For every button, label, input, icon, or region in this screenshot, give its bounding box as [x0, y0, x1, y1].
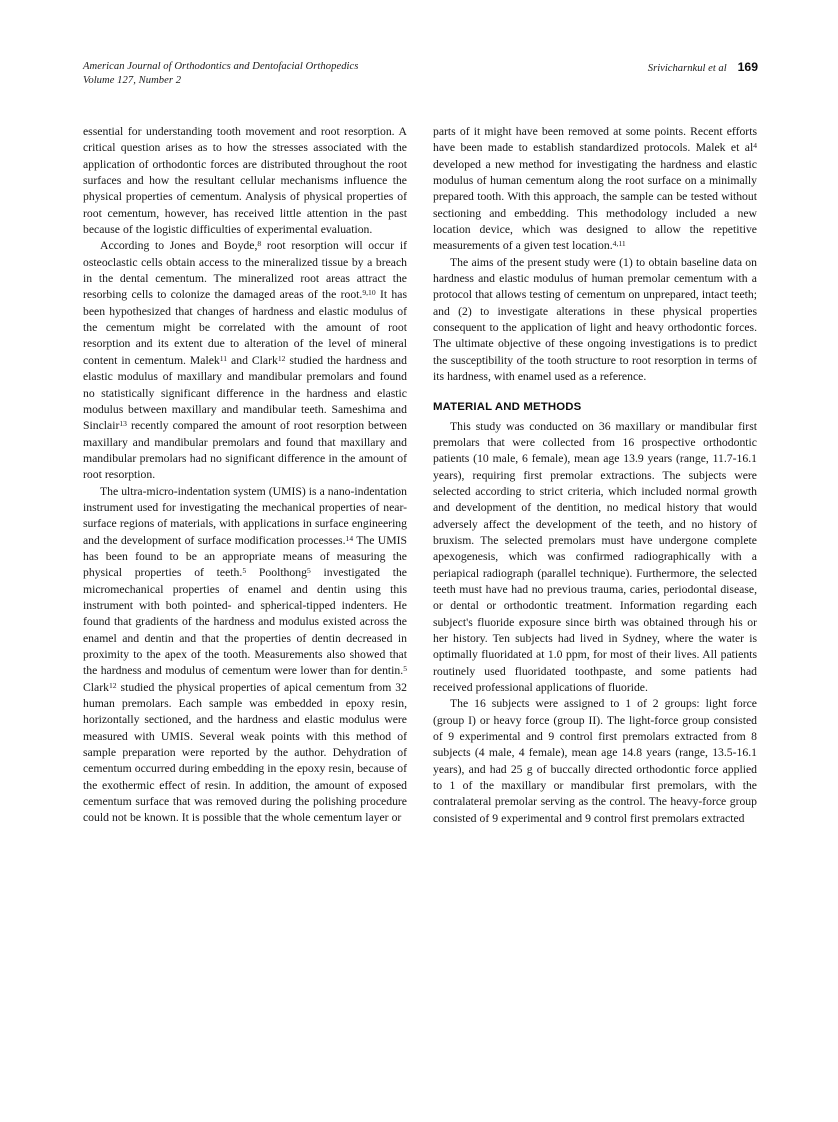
journal-name: American Journal of Orthodontics and Dentofacial Orthopedics	[83, 61, 359, 72]
reference-superscript: 12	[108, 680, 117, 690]
reference-superscript: 4,11	[612, 239, 626, 249]
p-sample: This study was conducted on 36 maxillary or mandibular first premolars that were collected from 16 prospective orthodontic patients (10 male, 6 female), mean age 13.9 years (range, 11.7-16.1 years), requiring first premolar extractions. The subjects were selected according to strict criteria, which included normal growth and development of the dentition, no medical history that would adversely affect the development of the teeth, and no history of bruxism. The selected premolars must have undergone complete apexogenesis, which was confirmed radiographically with a periapical radiograph (parallel technique). Furthermore, the selected teeth must have had no previous trauma, caries, periodontal disease, or dental or orthodontic treatment. Information regarding each subject's fluoride exposure since birth was obtained through his or her history. Ten subjects had lived in Sydney, where the water is optimally fluoridated at 1.0 ppm, for most of their lives. All patients routinely used fluoridated toothpaste, and some patients had received professional applications of fluoride.	[433, 419, 757, 694]
reference-superscript: 9,10	[362, 288, 376, 298]
running-head-right	[648, 60, 758, 74]
reference-superscript: 5	[242, 566, 247, 576]
body-columns	[83, 124, 758, 1054]
reference-superscript: 12	[277, 353, 286, 363]
reference-superscript: 4	[753, 141, 757, 151]
p-malek-method: parts of it might have been removed at some points. Recent efforts have been made to establish standardized protocols. Malek et $al^4$ developed a new method for investigating the hardness and elastic modulus of human cementum along the root surface on a minimally prepared tooth. With this approach, the sample can be tested without sectioning and embedding. This methodology included a new location device, which was designed to allow the repetitive measurements of a given test location.$^{4,11}$	[433, 125, 757, 253]
p-continued-intro: essential for understanding tooth movement and root resorption. A critical question arises as to how the stresses associated with the application of orthodontic forces are distributed throughout the root surfaces and how the resultant cellular mechanisms influence the physical properties of cementum. Analysis of physical properties of root cementum, however, has received little attention in the past because of the logistic difficulties of experimental evaluation.	[83, 125, 407, 237]
p-jones-boyde: According to Jones and Boyde,$^8$ root resorption will occur if osteoclastic cells obtain access to the mineralized tissue by a breach in the dental cementum. The mineralized root areas attract the resorbing cells to colonize the damaged areas of the root.$^{9,10}$ It has been hypothesized that changes of hardness and elastic modulus of the cementum might be correlated with the amount of root resorption and its extent due to alteration of the level of mineral content in cementum. Malek$^{11}$ and Clark$^{12}$ studied the hardness and elastic modulus of maxillary and mandibular premolars and found no statistically significant difference in the hardness and elastic modulus between maxillary and mandibular teeth. Sameshima and Sinclair$^{13}$ recently compared the amount of root resorption between maxillary and mandibular premolars and found that maxillary and mandibular premolars had no significant difference in the amount of root resorption.	[83, 239, 407, 482]
right-column	[433, 124, 757, 1054]
right-column-paragraphs-methods	[433, 419, 757, 828]
reference-superscript: 5	[403, 664, 407, 674]
reference-superscript: 11	[219, 353, 228, 363]
running-head	[83, 60, 758, 94]
p-groups: The 16 subjects were assigned to 1 of 2 groups: light force (group I) or heavy force (group II). The light-force group consisted of 9 experimental and 9 control first premolars extracted from 8 subjects (4 male, 4 female), mean age 14.8 years (range, 13.5-16.1 years), and had 25 g of buccally directed orthodontic force applied to 1 of the maxillary or mandibular first premolars, with the contralateral premolar serving as the control. The heavy-force group consisted of 9 experimental and 9 control first premolars extracted	[433, 697, 757, 825]
p-aims: The aims of the present study were (1) to obtain baseline data on hardness and elastic modulus of human premolar cementum with a protocol that allows testing of cementum on unprepared, intact teeth; and (2) to investigate alterations in these physical properties consequent to the application of light and heavy orthodontic forces. The ultimate objective of these ongoing investigations is to predict the susceptibility of the tooth structure to root resorption in terms of its hardness, with enamel used as a reference.	[433, 255, 757, 384]
left-column	[83, 124, 407, 1054]
p-umis: The ultra-micro-indentation system (UMIS) is a nano-indentation instrument used for investigating the mechanical properties of near-surface regions of materials, with applications in surface engineering and the development of surface modification processes.$^{14}$ The UMIS has been found to be an appropriate means of measuring the physical properties of teeth.$^5$ Poolthong$^5$ investigated the micromechanical properties of enamel and dentin using this instrument with both pointed- and spherical-tipped indenters. He found that gradients of the hardness and modulus existed across the enamel and dentin and that the properties of dentin decreased in proximity to the apex of the tooth. Measurements also showed that the hardness and modulus of cementum were lower than for dentin.$^5$ Clark$^{12}$ studied the physical properties of apical cementum from 32 human premolars. Each sample was embedded in epoxy resin, horizontally sectioned, and the hardness and elastic modulus were measured with UMIS. Several weak points with this method of sample preparation were reported by the author. Dehydration of cementum occurred during embedding in the epoxy resin, because of the exothermic effect of resin. In addition, the amount of exposed cementum surface that was removed during the polishing procedure could not be known. It is possible that the whole cementum layer or	[83, 484, 407, 825]
reference-superscript: 8	[257, 239, 262, 249]
reference-superscript: 5	[306, 566, 311, 576]
page-number: 169	[737, 60, 758, 74]
reference-superscript: 13	[119, 419, 127, 428]
volume-issue: Volume 127, Number 2	[83, 74, 182, 86]
running-head-journal	[83, 60, 358, 87]
reference-superscript: 14	[345, 533, 354, 543]
right-column-paragraphs-intro	[433, 124, 757, 386]
left-column-paragraphs	[83, 124, 407, 827]
running-head-authors: Srivicharnkul et al	[647, 63, 727, 74]
section-heading-material-and-methods: MATERIAL AND METHODS	[433, 401, 582, 413]
